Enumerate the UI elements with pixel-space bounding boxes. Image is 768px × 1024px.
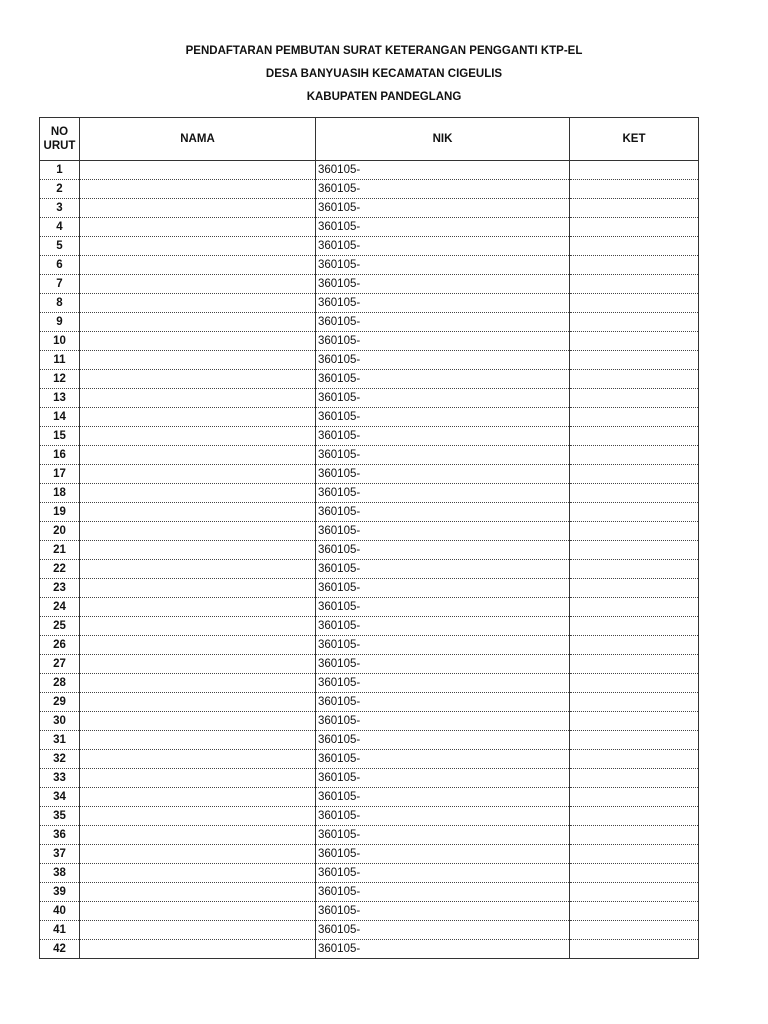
column-header-no: NO <box>50 126 69 138</box>
nik-cell[interactable]: 360105- <box>316 332 570 351</box>
row-number-cell: 35 <box>40 807 80 826</box>
nama-cell[interactable] <box>80 218 316 237</box>
nama-cell[interactable] <box>80 389 316 408</box>
nik-cell[interactable]: 360105- <box>316 503 570 522</box>
nik-cell[interactable]: 360105- <box>316 788 570 807</box>
row-number-cell: 11 <box>40 351 80 370</box>
header-village: DESA BANYUASIH KECAMATAN CIGEULIS <box>265 68 503 80</box>
table-row <box>40 161 699 180</box>
row-number-cell: 40 <box>40 902 80 921</box>
table-row <box>40 503 699 522</box>
row-number-cell: 26 <box>40 636 80 655</box>
nama-cell[interactable] <box>80 636 316 655</box>
nik-cell[interactable]: 360105- <box>316 560 570 579</box>
row-number-cell: 2 <box>40 180 80 199</box>
nama-cell[interactable] <box>80 199 316 218</box>
table-row <box>40 275 699 294</box>
table-row <box>40 389 699 408</box>
nik-cell[interactable]: 360105- <box>316 275 570 294</box>
nik-cell[interactable]: 360105- <box>316 465 570 484</box>
table-row <box>40 294 699 313</box>
row-number-cell: 23 <box>40 579 80 598</box>
ket-cell[interactable] <box>570 332 699 351</box>
nama-cell[interactable] <box>80 541 316 560</box>
table-row <box>40 674 699 693</box>
column-header-ket: KET <box>570 118 699 161</box>
table-row <box>40 332 699 351</box>
nama-cell[interactable] <box>80 598 316 617</box>
ket-cell[interactable] <box>570 731 699 750</box>
row-number-cell: 3 <box>40 199 80 218</box>
ket-cell[interactable] <box>570 275 699 294</box>
row-number-cell: 8 <box>40 294 80 313</box>
nama-cell[interactable] <box>80 161 316 180</box>
table-row <box>40 465 699 484</box>
nik-cell[interactable]: 360105- <box>316 218 570 237</box>
nik-cell[interactable]: 360105- <box>316 294 570 313</box>
table-row <box>40 788 699 807</box>
nama-cell[interactable] <box>80 579 316 598</box>
row-number-cell: 1 <box>40 161 80 180</box>
row-number-cell: 42 <box>40 940 80 959</box>
ket-cell[interactable] <box>570 541 699 560</box>
nama-cell[interactable] <box>80 655 316 674</box>
ket-cell[interactable] <box>570 940 699 959</box>
nik-cell[interactable]: 360105- <box>316 845 570 864</box>
nama-cell[interactable] <box>80 940 316 959</box>
table-row <box>40 256 699 275</box>
nik-cell[interactable]: 360105- <box>316 902 570 921</box>
nik-cell[interactable]: 360105- <box>316 693 570 712</box>
nik-cell[interactable]: 360105- <box>316 522 570 541</box>
column-header-urut: URUT <box>43 140 76 152</box>
nama-cell[interactable] <box>80 864 316 883</box>
nama-cell[interactable] <box>80 275 316 294</box>
table-row <box>40 636 699 655</box>
ket-cell[interactable] <box>570 484 699 503</box>
ket-cell[interactable] <box>570 579 699 598</box>
column-header-no-urut <box>40 118 80 161</box>
nik-cell[interactable]: 360105- <box>316 655 570 674</box>
row-number-cell: 36 <box>40 826 80 845</box>
row-number-cell: 16 <box>40 446 80 465</box>
table-row <box>40 560 699 579</box>
ket-cell[interactable] <box>570 864 699 883</box>
table-row <box>40 541 699 560</box>
row-number-cell: 25 <box>40 617 80 636</box>
header-regency: KABUPATEN PANDEGLANG <box>306 91 462 103</box>
ket-cell[interactable] <box>570 237 699 256</box>
nik-cell[interactable]: 360105- <box>316 731 570 750</box>
table-row <box>40 883 699 902</box>
nama-cell[interactable] <box>80 332 316 351</box>
table-row <box>40 237 699 256</box>
table-row <box>40 845 699 864</box>
nama-cell[interactable] <box>80 617 316 636</box>
header-title: PENDAFTARAN PEMBUTAN SURAT KETERANGAN PENGGANTI KTP-EL <box>185 45 583 57</box>
registration-table <box>39 117 699 959</box>
nama-cell[interactable] <box>80 180 316 199</box>
ket-cell[interactable] <box>570 199 699 218</box>
row-number-cell: 9 <box>40 313 80 332</box>
table-row <box>40 199 699 218</box>
nik-cell[interactable]: 360105- <box>316 750 570 769</box>
nama-cell[interactable] <box>80 826 316 845</box>
row-number-cell: 32 <box>40 750 80 769</box>
ket-cell[interactable] <box>570 655 699 674</box>
ket-cell[interactable] <box>570 693 699 712</box>
nik-cell[interactable]: 360105- <box>316 427 570 446</box>
ket-cell[interactable] <box>570 389 699 408</box>
nama-cell[interactable] <box>80 313 316 332</box>
row-number-cell: 27 <box>40 655 80 674</box>
row-number-cell: 12 <box>40 370 80 389</box>
ket-cell[interactable] <box>570 351 699 370</box>
ket-cell[interactable] <box>570 845 699 864</box>
row-number-cell: 18 <box>40 484 80 503</box>
table-row <box>40 351 699 370</box>
nik-cell[interactable]: 360105- <box>316 769 570 788</box>
table-row <box>40 864 699 883</box>
ket-cell[interactable] <box>570 807 699 826</box>
row-number-cell: 21 <box>40 541 80 560</box>
ket-cell[interactable] <box>570 161 699 180</box>
column-header-nama: NAMA <box>80 118 316 161</box>
column-header-nik: NIK <box>316 118 570 161</box>
ket-cell[interactable] <box>570 503 699 522</box>
table-row <box>40 370 699 389</box>
nama-cell[interactable] <box>80 845 316 864</box>
nik-cell[interactable]: 360105- <box>316 921 570 940</box>
ket-cell[interactable] <box>570 750 699 769</box>
table-row <box>40 826 699 845</box>
nama-cell[interactable] <box>80 465 316 484</box>
nik-cell[interactable]: 360105- <box>316 199 570 218</box>
ket-cell[interactable] <box>570 636 699 655</box>
document-header <box>0 40 768 109</box>
nik-cell[interactable]: 360105- <box>316 389 570 408</box>
nik-cell[interactable]: 360105- <box>316 256 570 275</box>
table-row <box>40 902 699 921</box>
table-row <box>40 313 699 332</box>
nama-cell[interactable] <box>80 693 316 712</box>
ket-cell[interactable] <box>570 427 699 446</box>
nik-cell[interactable]: 360105- <box>316 313 570 332</box>
table-row <box>40 522 699 541</box>
row-number-cell: 4 <box>40 218 80 237</box>
ket-cell[interactable] <box>570 883 699 902</box>
row-number-cell: 30 <box>40 712 80 731</box>
nik-cell[interactable]: 360105- <box>316 446 570 465</box>
row-number-cell: 37 <box>40 845 80 864</box>
ket-cell[interactable] <box>570 370 699 389</box>
nama-cell[interactable] <box>80 883 316 902</box>
nama-cell[interactable] <box>80 522 316 541</box>
nama-cell[interactable] <box>80 674 316 693</box>
nik-cell[interactable]: 360105- <box>316 370 570 389</box>
row-number-cell: 6 <box>40 256 80 275</box>
ket-cell[interactable] <box>570 465 699 484</box>
nama-cell[interactable] <box>80 294 316 313</box>
table-row <box>40 598 699 617</box>
row-number-cell: 33 <box>40 769 80 788</box>
nama-cell[interactable] <box>80 750 316 769</box>
nama-cell[interactable] <box>80 921 316 940</box>
row-number-cell: 13 <box>40 389 80 408</box>
table-header-row <box>40 118 699 161</box>
table-row <box>40 446 699 465</box>
row-number-cell: 38 <box>40 864 80 883</box>
nik-cell[interactable]: 360105- <box>316 351 570 370</box>
table-row <box>40 940 699 959</box>
nama-cell[interactable] <box>80 408 316 427</box>
table-row <box>40 769 699 788</box>
nik-cell[interactable]: 360105- <box>316 864 570 883</box>
row-number-cell: 22 <box>40 560 80 579</box>
table-row <box>40 750 699 769</box>
nama-cell[interactable] <box>80 237 316 256</box>
table-row <box>40 921 699 940</box>
row-number-cell: 7 <box>40 275 80 294</box>
ket-cell[interactable] <box>570 408 699 427</box>
nik-cell[interactable]: 360105- <box>316 579 570 598</box>
row-number-cell: 20 <box>40 522 80 541</box>
row-number-cell: 15 <box>40 427 80 446</box>
row-number-cell: 41 <box>40 921 80 940</box>
table-row <box>40 427 699 446</box>
row-number-cell: 34 <box>40 788 80 807</box>
ket-cell[interactable] <box>570 712 699 731</box>
nik-cell[interactable]: 360105- <box>316 826 570 845</box>
nama-cell[interactable] <box>80 769 316 788</box>
nama-cell[interactable] <box>80 351 316 370</box>
table-row <box>40 218 699 237</box>
nik-cell[interactable]: 360105- <box>316 598 570 617</box>
nama-cell[interactable] <box>80 902 316 921</box>
table-body <box>40 161 699 959</box>
row-number-cell: 17 <box>40 465 80 484</box>
nik-cell[interactable]: 360105- <box>316 617 570 636</box>
table-row <box>40 180 699 199</box>
ket-cell[interactable] <box>570 313 699 332</box>
nik-cell[interactable]: 360105- <box>316 674 570 693</box>
row-number-cell: 31 <box>40 731 80 750</box>
ket-cell[interactable] <box>570 294 699 313</box>
ket-cell[interactable] <box>570 769 699 788</box>
table-row <box>40 731 699 750</box>
row-number-cell: 5 <box>40 237 80 256</box>
nik-cell[interactable]: 360105- <box>316 161 570 180</box>
nama-cell[interactable] <box>80 446 316 465</box>
row-number-cell: 10 <box>40 332 80 351</box>
ket-cell[interactable] <box>570 560 699 579</box>
ket-cell[interactable] <box>570 902 699 921</box>
nama-cell[interactable] <box>80 788 316 807</box>
nama-cell[interactable] <box>80 807 316 826</box>
ket-cell[interactable] <box>570 826 699 845</box>
nik-cell[interactable]: 360105- <box>316 940 570 959</box>
table-row <box>40 579 699 598</box>
nama-cell[interactable] <box>80 712 316 731</box>
ket-cell[interactable] <box>570 674 699 693</box>
row-number-cell: 19 <box>40 503 80 522</box>
row-number-cell: 14 <box>40 408 80 427</box>
row-number-cell: 24 <box>40 598 80 617</box>
nik-cell[interactable]: 360105- <box>316 636 570 655</box>
table-row <box>40 408 699 427</box>
nik-cell[interactable]: 360105- <box>316 237 570 256</box>
table-row <box>40 712 699 731</box>
table-row <box>40 617 699 636</box>
ket-cell[interactable] <box>570 788 699 807</box>
ket-cell[interactable] <box>570 617 699 636</box>
row-number-cell: 29 <box>40 693 80 712</box>
nama-cell[interactable] <box>80 427 316 446</box>
row-number-cell: 39 <box>40 883 80 902</box>
nama-cell[interactable] <box>80 256 316 275</box>
ket-cell[interactable] <box>570 598 699 617</box>
nik-cell[interactable]: 360105- <box>316 883 570 902</box>
nama-cell[interactable] <box>80 731 316 750</box>
nik-cell[interactable]: 360105- <box>316 807 570 826</box>
nama-cell[interactable] <box>80 484 316 503</box>
ket-cell[interactable] <box>570 446 699 465</box>
ket-cell[interactable] <box>570 218 699 237</box>
row-number-cell: 28 <box>40 674 80 693</box>
nama-cell[interactable] <box>80 370 316 389</box>
ket-cell[interactable] <box>570 180 699 199</box>
ket-cell[interactable] <box>570 256 699 275</box>
ket-cell[interactable] <box>570 921 699 940</box>
nik-cell[interactable]: 360105- <box>316 484 570 503</box>
nama-cell[interactable] <box>80 560 316 579</box>
table-row <box>40 807 699 826</box>
nik-cell[interactable]: 360105- <box>316 408 570 427</box>
table-row <box>40 693 699 712</box>
table-row <box>40 655 699 674</box>
nama-cell[interactable] <box>80 503 316 522</box>
nik-cell[interactable]: 360105- <box>316 712 570 731</box>
nik-cell[interactable]: 360105- <box>316 180 570 199</box>
nik-cell[interactable]: 360105- <box>316 541 570 560</box>
table-row <box>40 484 699 503</box>
ket-cell[interactable] <box>570 522 699 541</box>
